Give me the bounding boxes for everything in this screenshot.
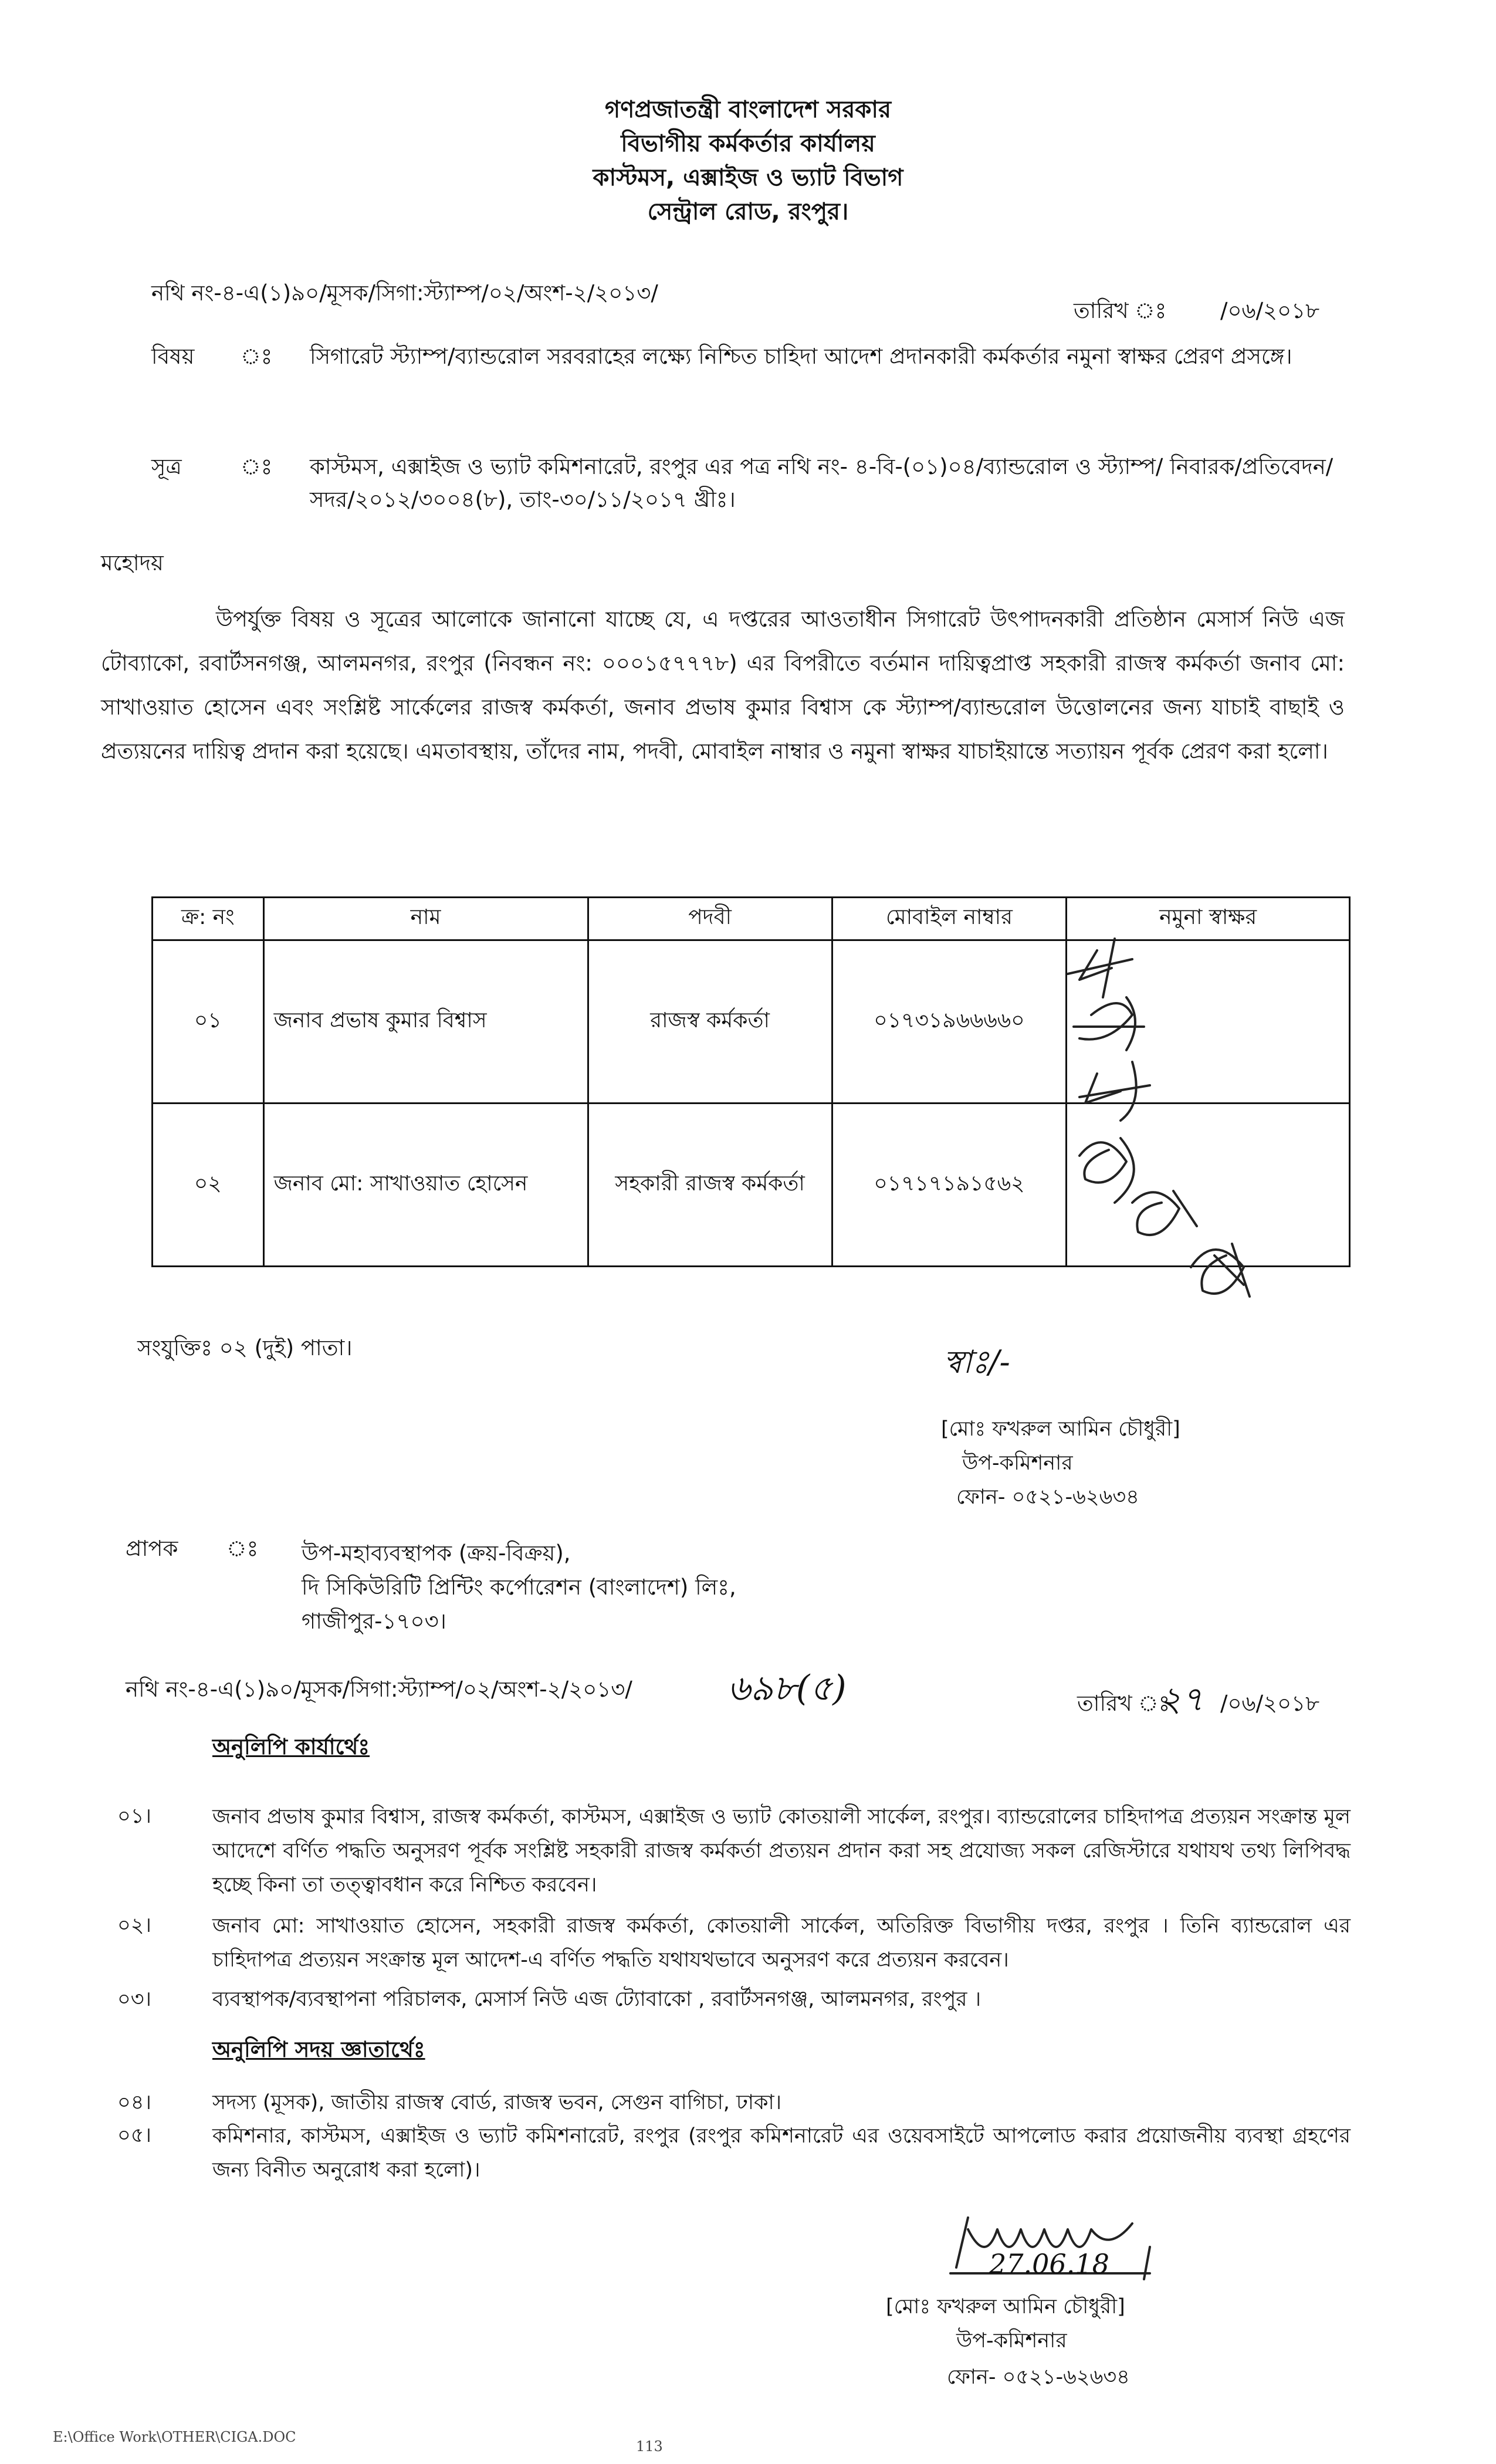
attachment-note: সংযুক্তিঃ ০২ (দুই) পাতা। <box>137 1335 353 1360</box>
memo2-date-rest: /০৬/২০১৮ <box>1220 1691 1320 1716</box>
copy-item-text: জনাব মো: সাখাওয়াত হোসেন, সহকারী রাজস্ব কর্মকর্তা, কোতয়ালী সার্কেল, অতিরিক্ত বিভাগীয় দপ্তর, রংপুর । তিনি ব্যান্ডরোল এর চাহিদাপত্র প্রত্যয়ন সংক্রান্ত মূল আদেশ-এ বর্ণিত পদ্ধতি যথাযথভাবে অনুসরণ করে প্রত্যয়ন করবেন। <box>212 1914 1351 1972</box>
table-header-name: নাম <box>263 898 588 940</box>
memo-date-value: /০৬/২০১৮ <box>1220 298 1320 323</box>
sample-signatures-drawing <box>1056 927 1361 1314</box>
subject-colon: ঃ <box>241 344 273 369</box>
subject-label: বিষয় <box>151 344 195 369</box>
row1-mobile: ০১৭৩১৯৬৬৬৬০ <box>832 940 1067 1104</box>
recipient-line1: উপ-মহাব্যবস্থাপক (ক্রয়-বিক্রয়), <box>302 1541 571 1566</box>
handwritten-signature-1: স্বাঃ/- <box>943 1343 1010 1380</box>
office-header-line4: সেন্ট্রাল রোড, রংপুর। <box>647 198 849 225</box>
reference-text: কাস্টমস, এক্সাইজ ও ভ্যাট কমিশনারেট, রংপুর এর পত্র নথি নং- ৪-বি-(০১)০৪/ব্যান্ডরোল ও স্ট্যাম্প/ নিবারক/প্রতিবেদন/সদর/২০১২/৩০০৪(৮), তাং-৩০/১১/২০১৭ খ্রীঃ। <box>310 454 1333 512</box>
row2-mobile: ০১৭১৭১৯১৫৬২ <box>832 1104 1067 1267</box>
memo2-date-handwritten-day: ২৭ <box>1159 1679 1204 1719</box>
copy-item-text: কমিশনার, কাস্টমস, এক্সাইজ ও ভ্যাট কমিশনারেট, রংপুর (রংপুর কমিশনারেট এর ওয়েবসাইটে আপলোড করার প্রয়োজনীয় ব্যবস্থা গ্রহণের জন্য বিনীত অনুরোধ করা হলো)। <box>212 2124 1351 2182</box>
memo2-date-label: তারিখ ঃ <box>1077 1691 1170 1716</box>
row2-name: জনাব মো: সাখাওয়াত হোসেন <box>263 1104 588 1267</box>
signatory2-designation: উপ-কমিশনার <box>956 2329 1067 2353</box>
copy-item-number: ০৪। <box>117 2091 151 2114</box>
copy-item-text: জনাব প্রভাষ কুমার বিশ্বাস, রাজস্ব কর্মকর্তা, কাস্টমস, এক্সাইজ ও ভ্যাট কোতয়ালী সার্কেল, রংপুর। ব্যান্ডরোলের চাহিদাপত্র প্রত্যয়ন সংক্রান্ত মূল আদেশে বর্ণিত পদ্ধতি অনুসরণ পূর্বক সংশ্লিষ্ট সহকারী রাজস্ব কর্মকর্তা প্রত্যয়ন প্রদান করা সহ প্রযোজ্য সকল রেজিস্টারে যথাযথ তথ্য লিপিবদ্ধ হচ্ছে কিনা তা তত্ত্বাবধান করে নিশ্চিত করবেন। <box>212 1805 1351 1897</box>
memo-ref-no: নথি নং-৪-এ(১)৯০/মূসক/সিগা:স্ট্যাম্প/০২/অংশ-২/২০১৩/ <box>151 280 658 306</box>
recipient-line3: গাজীপুর-১৭০৩। <box>302 1609 446 1634</box>
copy-item-number: ০২। <box>117 1914 152 1937</box>
row1-name: জনাব প্রভাষ কুমার বিশ্বাস <box>263 940 588 1104</box>
recipient-colon: ঃ <box>226 1536 259 1561</box>
row1-serial: ০১ <box>153 940 264 1104</box>
copy-item-text: সদস্য (মূসক), জাতীয় রাজস্ব বোর্ড, রাজস্ব ভবন, সেগুন বাগিচা, ঢাকা। <box>212 2091 782 2114</box>
memo2-handwritten-no: ৬৯৮(৫) <box>727 1668 847 1709</box>
row1-designation: রাজস্ব কর্মকর্তা <box>588 940 832 1104</box>
table-header-mobile: মোবাইল নাম্বার <box>832 898 1067 940</box>
memo-date-label: তারিখ ঃ <box>1074 298 1167 323</box>
copy-item-number: ০১। <box>117 1805 151 1828</box>
table-header-serial: ক্র: নং <box>153 898 264 940</box>
copy-action-title: অনুলিপি কার্যার্থেঃ <box>212 1734 370 1759</box>
memo2-ref-no: নথি নং-৪-এ(১)৯০/মূসক/সিগা:স্ট্যাম্প/০২/অংশ-২/২০১৩/ <box>126 1677 632 1702</box>
office-header-line2: বিভাগীয় কর্মকর্তার কার্যালয় <box>621 130 875 157</box>
footer-file-path: E:\Office Work\OTHER\CIGA.DOC <box>53 2429 296 2445</box>
table-header-designation: পদবী <box>588 898 832 940</box>
copy-item-number: ০৫। <box>117 2124 151 2147</box>
row2-designation: সহকারী রাজস্ব কর্মকর্তা <box>588 1104 832 1267</box>
body-paragraph: উপর্যুক্ত বিষয় ও সূত্রের আলোকে জানানো যাচ্ছে যে, এ দপ্তরের আওতাধীন সিগারেট উৎপাদনকারী প্রতিষ্ঠান মেসার্স নিউ এজ টোব্যাকো, রবার্টসনগঞ্জ, আলমনগর, রংপুর (নিবন্ধন নং: ০০০১৫৭৭৭৮) এর বিপরীতে বর্তমান দায়িত্বপ্রাপ্ত সহকারী রাজস্ব কর্মকর্তা জনাব মো: সাখাওয়াত হোসেন এবং সংশ্লিষ্ট সার্কেলের রাজস্ব কর্মকর্তা, জনাব প্রভাষ কুমার বিশ্বাস কে স্ট্যাম্প/ব্যান্ডরোল উত্তোলনের জন্য যাচাই বাছাই ও প্রত্যয়নের দায়িত্ব প্রদান করা হয়েছে। এমতাবস্থায়, তাঁদের নাম, পদবী, মোবাইল নাম্বার ও নমুনা স্বাক্ষর যাচাইয়ান্তে সত্যায়ন পূর্বক প্রেরণ করা হলো। <box>101 607 1345 764</box>
copy-info-title: অনুলিপি সদয় জ্ঞাতার্থেঃ <box>212 2037 425 2062</box>
subject-text: সিগারেট স্ট্যাম্প/ব্যান্ডরোল সরবরাহের লক্ষ্যে নিশ্চিত চাহিদা আদেশ প্রদানকারী কর্মকর্তার নমুনা স্বাক্ষর প্রেরণ প্রসঙ্গে। <box>310 344 1292 369</box>
recipient-label: প্রাপক <box>126 1536 178 1561</box>
signatory1-phone: ফোন- ০৫২১-৬২৬৩৪ <box>956 1485 1139 1509</box>
reference-label: সূত্র <box>151 454 182 479</box>
signatory1-name: [মোঃ ফখরুল আমিন চৌধুরী] <box>941 1417 1180 1441</box>
office-header-line1: গণপ্রজাতন্ত্রী বাংলাদেশ সরকার <box>605 96 891 123</box>
table-header-sample-signature: নমুনা স্বাক্ষর <box>1067 898 1350 940</box>
copy-item-text: ব্যবস্থাপক/ব্যবস্থাপনা পরিচালক, মেসার্স নিউ এজ ট্যোবাকো , রবার্টসনগঞ্জ, আলমনগর, রংপুর । <box>212 1988 981 2011</box>
handwritten-signature-date: 27.06.18 <box>989 2248 1109 2280</box>
copy-item-number: ০৩। <box>117 1988 152 2011</box>
footer-page-number: 113 <box>636 2438 663 2455</box>
signatory1-designation: উপ-কমিশনার <box>962 1451 1073 1475</box>
salutation: মহোদয় <box>101 550 164 576</box>
reference-colon: ঃ <box>241 454 273 479</box>
office-header-line3: কাস্টমস, এক্সাইজ ও ভ্যাট বিভাগ <box>593 164 903 191</box>
recipient-line2: দি সিকিউরিটি প্রিন্টিং কর্পোরেশন (বাংলাদেশ) লিঃ, <box>302 1575 736 1600</box>
signatory2-phone: ফোন- ০৫২১-৬২৬৩৪ <box>947 2365 1130 2389</box>
signatory2-name: [মোঃ ফখরুল আমিন চৌধুরী] <box>886 2295 1125 2319</box>
row2-serial: ০২ <box>153 1104 264 1267</box>
